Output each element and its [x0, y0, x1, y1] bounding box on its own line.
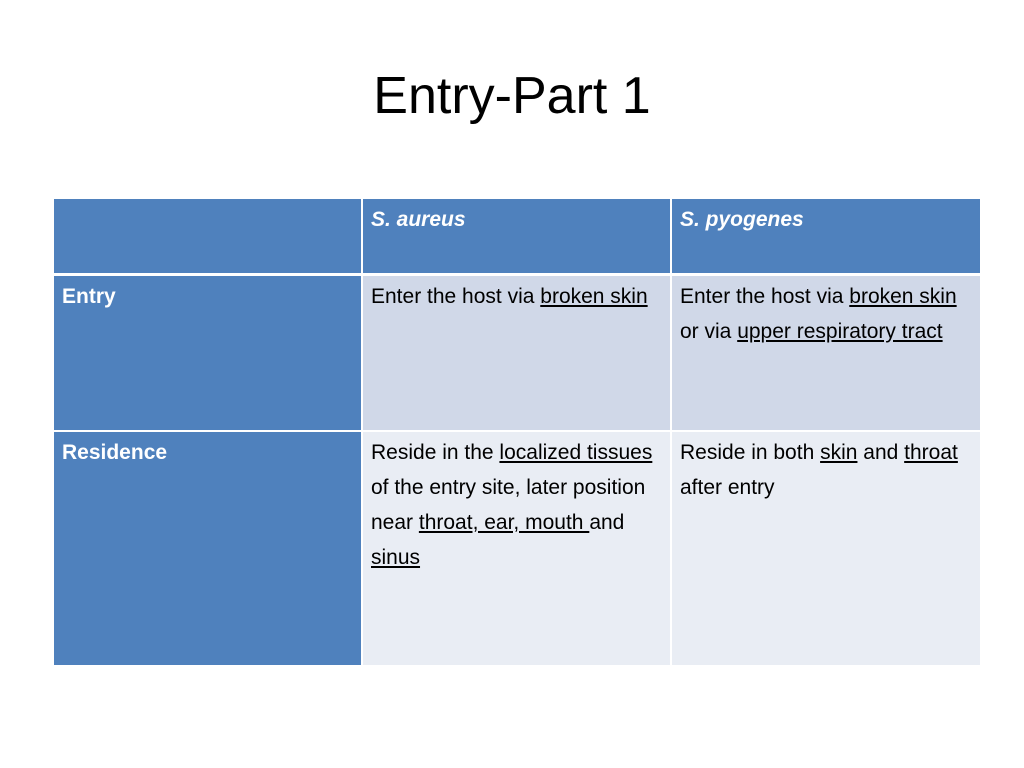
underlined-text: skin: [820, 441, 858, 464]
cell-residence-s-aureus: [362, 431, 671, 666]
cell-residence-s-pyogenes: [671, 431, 981, 666]
text-segment: and: [857, 441, 905, 464]
row-label-residence: Residence: [53, 431, 362, 666]
row-label-entry: Entry: [53, 274, 362, 431]
cell-entry-s-aureus: [362, 274, 671, 431]
comparison-table: [52, 197, 982, 667]
underlined-text: upper respiratory tract: [737, 319, 943, 343]
header-cell-s-aureus: S. aureus: [362, 198, 671, 274]
header-cell-empty: [53, 198, 362, 274]
text-segment: of the entry site, later position near: [371, 476, 646, 534]
text-segment: Enter the host via: [371, 284, 541, 308]
underlined-text: throat, ear, mouth: [418, 511, 590, 534]
text-segment: Reside in both: [680, 441, 821, 464]
table-header-row: [53, 198, 981, 274]
underlined-text: broken skin: [849, 284, 957, 308]
table-row-entry: [53, 274, 981, 431]
table-row-residence: [53, 431, 981, 666]
underlined-text: broken skin: [540, 284, 648, 308]
text-segment: Enter the host via: [680, 284, 850, 308]
underlined-text: localized tissues: [499, 441, 653, 464]
cell-entry-s-pyogenes: [671, 274, 981, 431]
text-segment: Reside in the: [371, 441, 500, 464]
text-segment: and: [589, 511, 625, 534]
header-cell-s-pyogenes: S. pyogenes: [671, 198, 981, 274]
text-segment: or via: [680, 319, 738, 343]
text-segment: after entry: [680, 476, 775, 499]
slide-title: Entry-Part 1: [373, 67, 651, 125]
underlined-text: throat: [904, 441, 958, 464]
underlined-text: sinus: [371, 546, 421, 569]
